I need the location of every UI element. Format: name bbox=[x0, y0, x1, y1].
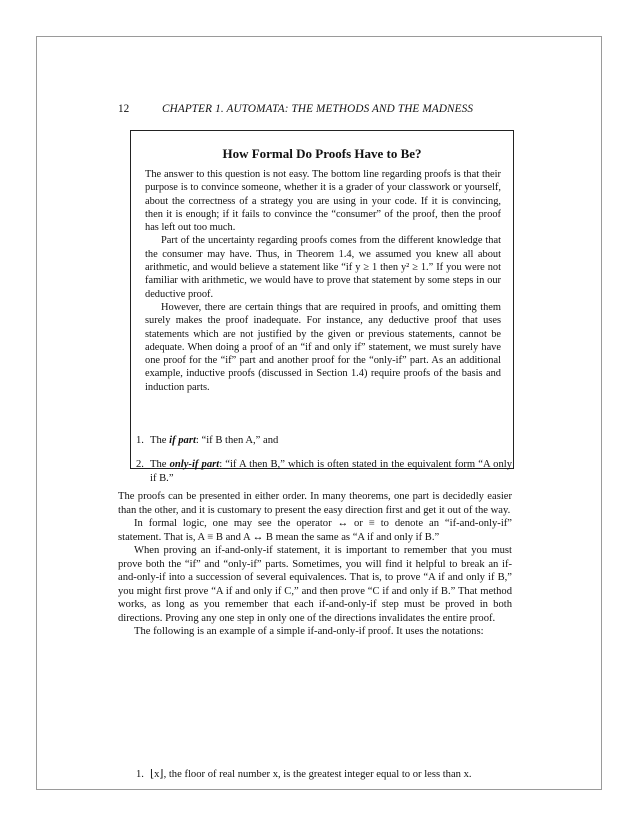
body-paragraph-1: The proofs can be presented in either order. In many theorems, one part is decidedly easier than the other, and it is customary to present the easy direction first and get it out of the way. bbox=[118, 491, 512, 516]
page-number: 12 bbox=[118, 103, 130, 115]
body-paragraph-2: In formal logic, one may see the operator ↔ or ≡ to denote an “if-and-only-if” statement. That is, A ≡ B and A ↔ B mean the same as “A if and only if B.” bbox=[118, 518, 512, 543]
list-item-if-part: 1. The if part: “if B then A,” and bbox=[136, 435, 279, 446]
only-if-part-text: : “if A then B,” which is often stated in the equivalent form “A only if B.” bbox=[150, 459, 512, 484]
sidebar-box bbox=[130, 130, 514, 469]
box-body bbox=[145, 168, 501, 394]
box-title: How Formal Do Proofs Have to Be? bbox=[222, 146, 422, 161]
box-paragraph-3: However, there are certain things that are required in proofs, and omitting them surely makes the proof inadequate. For instance, any deductive proof that uses statements which are not justified by the given or previous statements, cannot be adequate. When doing a proof of an “if and only if” statement, we must surely have one proof for the “if” part and another proof for the “only-if” part. As an additional example, inductive proofs (discussed in Section 1.4) require proofs of the basis and induction parts. bbox=[145, 301, 501, 393]
list-number: 2. bbox=[136, 459, 144, 470]
list-number: 1. bbox=[136, 769, 144, 780]
box-paragraph-2: Part of the uncertainty regarding proofs comes from the different knowledge that the consumer may have. Thus, in Theorem 1.4, we assumed you knew all about arithmetic, and would believe a statement like “if y ≥ 1 then y² ≥ 1.” If you were not familiar with arithmetic, we would have to prove that statement by some steps in our deductive proof. bbox=[145, 235, 501, 300]
body-paragraph-4: The following is an example of a simple if-and-only-if proof. It uses the notations: bbox=[134, 626, 484, 637]
only-if-part-label: only-if part bbox=[169, 459, 220, 470]
floor-definition: ⌊x⌋, the floor of real number x, is the greatest integer equal to or less than x. bbox=[150, 769, 472, 780]
if-part-text: : “if B then A,” and bbox=[195, 435, 279, 446]
chapter-title: CHAPTER 1. AUTOMATA: THE METHODS AND THE MADNESS bbox=[162, 103, 474, 115]
list-item-only-if-part: 2. The only-if part: “if A then B,” which is often stated in the equivalent form “A only if B.” bbox=[136, 459, 512, 484]
if-part-label: if part bbox=[169, 435, 196, 446]
body-paragraph-3: When proving an if-and-only-if statement, it is important to remember that you must prove both the “if” and “only-if” parts. Sometimes, you will find it helpful to break an if-and-only-if into a succession of several equivalences. That is, to prove “A if and only if B,” you might first prove “A if and only if C,” and then prove “C if and only if B.” That method works, as long as you remember that each if-and-only-if step must be proved in both directions. Proving any one step in only one of the directions invalidates the entire proof. bbox=[118, 545, 512, 624]
main-text bbox=[118, 490, 512, 639]
running-header bbox=[118, 103, 513, 119]
list-item-floor bbox=[136, 768, 512, 782]
list-number: 1. bbox=[136, 435, 144, 446]
box-paragraph-1: The answer to this question is not easy. The bottom line regarding proofs is that their purpose is to convince someone, whether it is a grader of your classwork or yourself, about the correctness of a strategy you are using in your code. If it is convincing, then it is enough; if it fails to convince the “consumer” of the proof, then the proof has left out too much. bbox=[145, 169, 501, 234]
